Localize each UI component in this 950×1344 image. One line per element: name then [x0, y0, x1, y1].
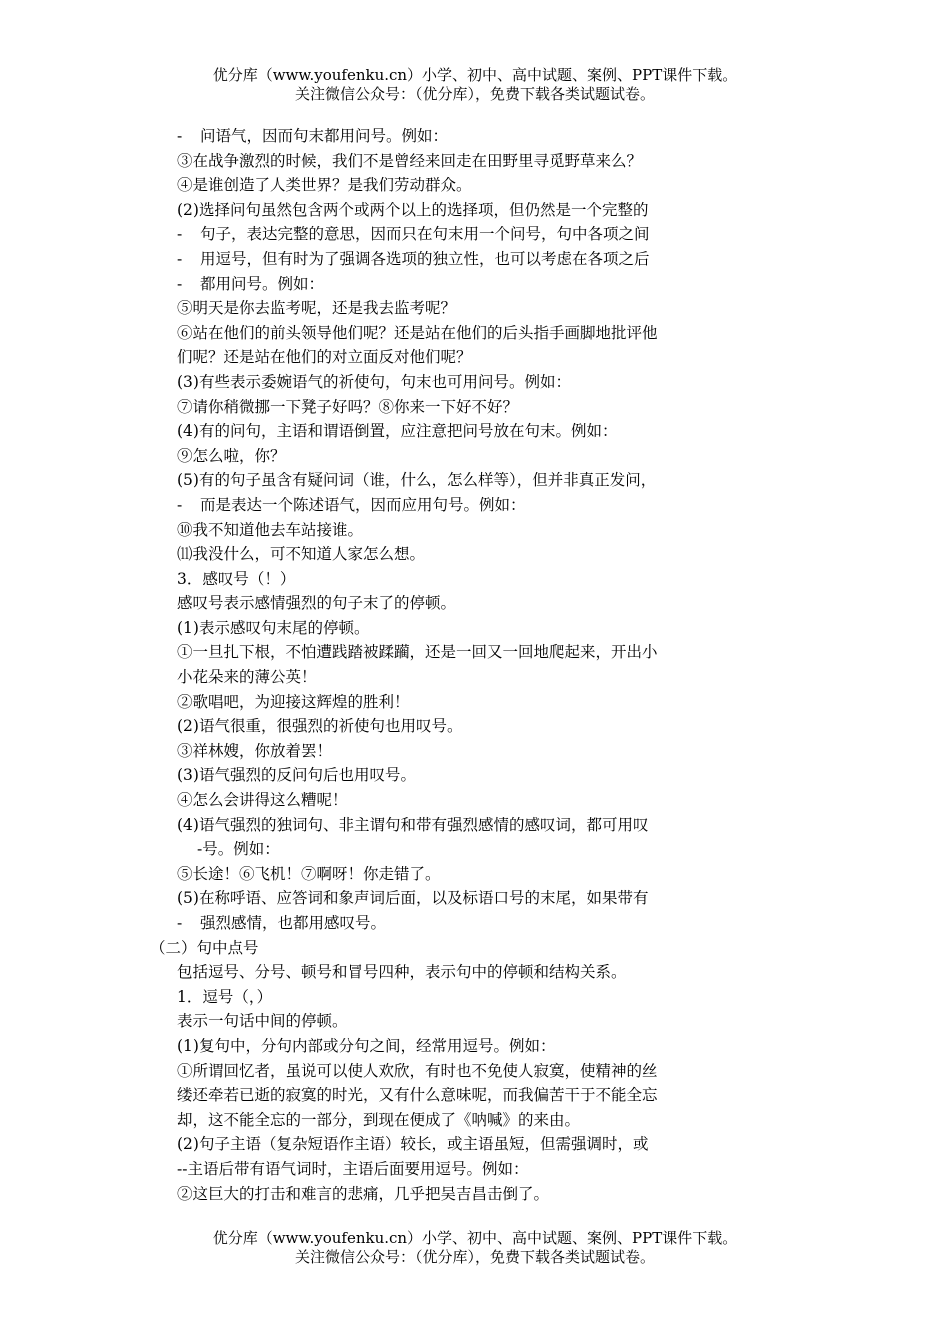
line-text: ④是谁创造了人类世界？是我们劳动群众。 [177, 176, 472, 195]
line-text: 句子，表达完整的意思，因而只在句末用一个问号，句中各项之间 [200, 225, 650, 244]
text-line [0, 222, 950, 247]
continuation-dash: - [177, 225, 183, 244]
text-line [0, 198, 950, 223]
line-text: ⑥站在他们的前头领导他们呢？还是站在他们的后头指手画脚地批评他 [177, 323, 658, 342]
text-line [0, 518, 950, 543]
text-line [0, 1157, 950, 1182]
text-line [0, 911, 950, 936]
text-line [0, 173, 950, 198]
text-line [0, 567, 950, 592]
line-text: 小花朵来的薄公英！ [177, 668, 317, 687]
line-text: 包括逗号、分号、顿号和冒号四种，表示句中的停顿和结构关系。 [177, 963, 627, 982]
text-line [0, 296, 950, 321]
line-text: 表示一句话中间的停顿。 [177, 1012, 348, 1031]
text-line [0, 788, 950, 813]
text-line [0, 542, 950, 567]
page-header [0, 66, 950, 104]
text-line [0, 1132, 950, 1157]
line-text: （二）句中点号 [150, 938, 259, 957]
text-line [0, 345, 950, 370]
line-text: 1．逗号（，） [177, 987, 273, 1006]
line-text: (3)语气强烈的反问句后也用叹号。 [177, 766, 416, 785]
text-line [0, 1009, 950, 1034]
line-text: 都用问号。例如： [200, 274, 325, 293]
text-line [0, 247, 950, 272]
text-line [0, 690, 950, 715]
line-text: ①所谓回忆者，虽说可以使人欢欣，有时也不免使人寂寞，使精神的丝 [177, 1061, 658, 1080]
text-line [0, 960, 950, 985]
text-line [0, 985, 950, 1010]
line-text: (2)选择问句虽然包含两个或两个以上的选择项，但仍然是一个完整的 [177, 200, 649, 219]
text-line [0, 665, 950, 690]
line-text: (2)句子主语（复杂短语作主语）较长，或主语虽短，但需强调时，或 [177, 1135, 649, 1154]
line-text: -号。例如： [197, 840, 280, 859]
line-text: 问语气，因而句末都用问号。例如： [200, 127, 449, 145]
line-text: (4)语气强烈的独词句、非主谓句和带有强烈感情的感叹词，都可用叹 [177, 815, 649, 834]
line-text: ③祥林嫂，你放着罢！ [177, 741, 333, 760]
text-line [0, 1034, 950, 1059]
text-line [0, 321, 950, 346]
line-text: ③在战争激烈的时候，我们不是曾经来回走在田野里寻觅野草来么？ [177, 151, 643, 170]
line-text: 感叹号表示感情强烈的句子末了的停顿。 [177, 594, 457, 613]
line-text: 却，这不能全忘的一部分，到现在便成了《呐喊》的来由。 [177, 1110, 581, 1129]
line-text: 缕还牵若已逝的寂寞的时光，又有什么意味呢，而我偏苦干于不能全忘 [177, 1086, 658, 1105]
text-line [0, 886, 950, 911]
header-line-2: 关注微信公众号：（优分库），免费下载各类试题试卷。 [294, 85, 655, 103]
line-text: ①一旦扎下根，不怕遭践踏被蹂躏，还是一回又一回地爬起来，开出小 [177, 643, 658, 662]
line-text: ⑩我不知道他去车站接谁。 [177, 520, 364, 539]
footer-line-1: 优分库（www.youfenku.cn）小学、初中、高中试题、案例、PPT课件下载。 [212, 1229, 738, 1247]
text-line [0, 395, 950, 420]
text-line [0, 149, 950, 174]
line-text: 强烈感情，也都用感叹号。 [200, 914, 387, 932]
text-line [0, 272, 950, 297]
text-line [0, 1059, 950, 1084]
text-line [0, 763, 950, 788]
text-line [0, 739, 950, 764]
line-text: ②这巨大的打击和难言的悲痛，几乎把吴吉昌击倒了。 [177, 1184, 550, 1203]
text-line [0, 370, 950, 395]
line-text: (2)语气很重，很强烈的祈使句也用叹号。 [177, 717, 463, 736]
text-line [0, 640, 950, 665]
text-line [0, 124, 950, 149]
text-line [0, 591, 950, 616]
line-text: 3．感叹号（！） [177, 569, 296, 588]
continuation-dash: - [177, 495, 183, 514]
line-text: ②歌唱吧，为迎接这辉煌的胜利！ [177, 692, 410, 711]
line-text: (5)有的句子虽含有疑问词（谁，什么，怎么样等），但并非真正发问， [177, 471, 657, 490]
line-text: --主语后带有语气词时，主语后面要用逗号。例如： [177, 1159, 529, 1178]
text-line [0, 837, 950, 862]
line-text: (1)表示感叹句末尾的停顿。 [177, 618, 370, 637]
continuation-dash: - [177, 127, 183, 145]
text-line [0, 493, 950, 518]
line-text: ④怎么会讲得这么糟呢！ [177, 791, 348, 810]
text-line [0, 1182, 950, 1207]
document-body [0, 124, 950, 1206]
line-text: (4)有的问句，主语和谓语倒置，应注意把问号放在句末。例如： [177, 422, 618, 441]
line-text: 而是表达一个陈述语气，因而应用句号。例如： [200, 495, 526, 514]
continuation-dash: - [177, 914, 183, 932]
text-line [0, 419, 950, 444]
line-text: (3)有些表示委婉语气的祈使句，句末也可用问号。例如： [177, 372, 571, 391]
line-text: ⑾我没什么，可不知道人家怎么想。 [177, 545, 426, 564]
text-line [0, 714, 950, 739]
line-text: ⑤长途！⑥飞机！⑦啊呀！你走错了。 [177, 864, 441, 883]
text-line [0, 813, 950, 838]
line-text: 用逗号，但有时为了强调各选项的独立性，也可以考虑在各项之后 [200, 249, 650, 268]
text-line [0, 616, 950, 641]
continuation-dash: - [177, 274, 183, 293]
line-text: 们呢？还是站在他们的对立面反对他们呢？ [177, 348, 472, 367]
line-text: ⑨怎么啦，你？ [177, 446, 286, 465]
text-line [0, 862, 950, 887]
page-footer [0, 1229, 950, 1267]
text-line [0, 1083, 950, 1108]
continuation-dash: - [177, 249, 183, 268]
line-text: ⑤明天是你去监考呢，还是我去监考呢？ [177, 299, 457, 318]
text-line [0, 936, 950, 961]
line-text: (5)在称呼语、应答词和象声词后面，以及标语口号的末尾，如果带有 [177, 889, 649, 908]
text-line [0, 444, 950, 469]
footer-line-2: 关注微信公众号：（优分库），免费下载各类试题试卷。 [294, 1248, 655, 1266]
text-line [0, 1108, 950, 1133]
text-line [0, 468, 950, 493]
line-text: (1)复句中，分句内部或分句之间，经常用逗号。例如： [177, 1036, 556, 1055]
header-line-1: 优分库（www.youfenku.cn）小学、初中、高中试题、案例、PPT课件下载。 [212, 66, 738, 84]
line-text: ⑦请你稍微挪一下凳子好吗？⑧你来一下好不好？ [177, 397, 519, 416]
